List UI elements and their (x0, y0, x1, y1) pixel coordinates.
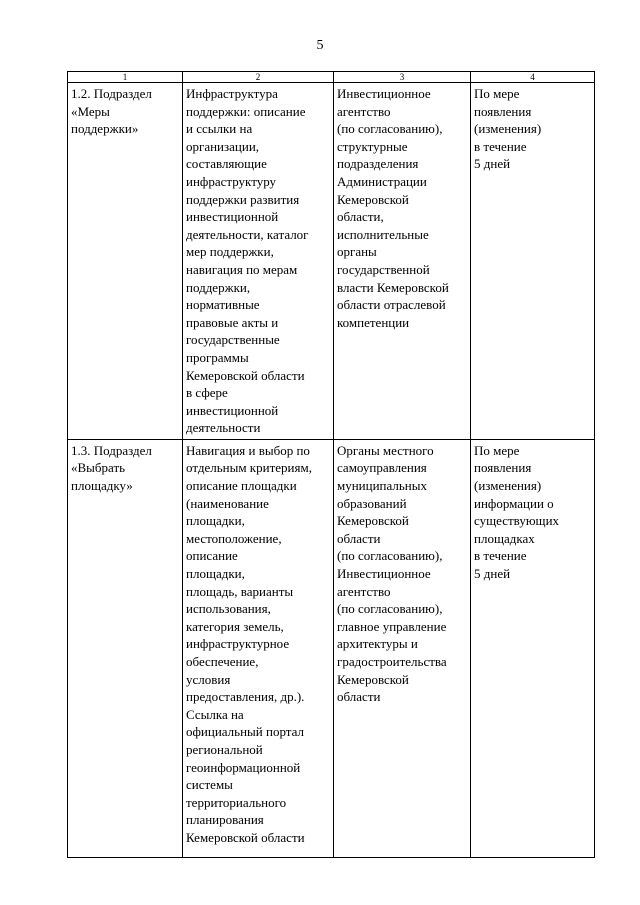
text-line: Навигация и выбор по (186, 442, 310, 458)
text-line: обеспечение, (186, 654, 259, 669)
text-line: государственной (337, 261, 430, 277)
text-line: поддержки развития (186, 191, 300, 207)
text-line: градостроительства (337, 654, 447, 669)
text-line: поддержки: описание (186, 103, 306, 119)
text-line: площадку» (71, 478, 133, 494)
text-line: категория земель, (186, 618, 284, 634)
text-line: в сфере (186, 385, 228, 401)
text-line: описание (186, 548, 238, 564)
column-number-2: 2 (183, 72, 334, 83)
text-line: появления (474, 103, 532, 119)
text-line: Кемеровской области (186, 829, 305, 845)
text-line: Кемеровской (337, 191, 409, 207)
text-line: (по согласованию), (337, 121, 443, 137)
section-cell (68, 439, 183, 857)
text-line: информации о (474, 495, 554, 511)
text-line: Ссылка на (186, 706, 244, 722)
text-line: По мере (474, 442, 520, 458)
text-line: Кемеровской области (186, 367, 305, 383)
text-line: и ссылки на (186, 121, 253, 137)
document-table (67, 71, 595, 858)
text-line: Кемеровской (337, 513, 409, 529)
text-line: описание площадки (186, 478, 297, 494)
responsible-cell (334, 439, 471, 857)
text-line: 5 дней (474, 156, 511, 172)
text-line: 1.2. Подраздел (71, 86, 152, 101)
text-line: навигация по мерам (186, 261, 298, 277)
text-line: власти Кемеровской (337, 279, 449, 295)
text-line: мер поддержки, (186, 244, 274, 260)
text-line: предоставления, др.). (186, 689, 305, 705)
text-line: структурные (337, 138, 408, 154)
text-line: нормативные (186, 297, 260, 313)
text-line: (изменения) (474, 121, 542, 137)
text-line: в течение (474, 548, 527, 564)
text-line: Инвестиционное (337, 86, 431, 101)
text-line: площадках (474, 530, 535, 546)
text-line: инфраструктуру (186, 173, 277, 189)
text-line: По мере (474, 86, 520, 101)
text-line: подразделения (337, 156, 419, 172)
text-line: геоинформационной (186, 759, 301, 775)
page-number: 5 (316, 38, 324, 53)
text-line: области, (337, 209, 384, 225)
responsible-cell (334, 83, 471, 440)
text-line: муниципальных (337, 478, 428, 494)
text-line: территориального (186, 794, 287, 810)
column-number-3: 3 (334, 72, 471, 83)
text-line: инвестиционной (186, 402, 279, 418)
text-line: компетенции (337, 314, 410, 330)
text-line: инвестиционной (186, 209, 279, 225)
text-line: Администрации (337, 173, 427, 189)
text-line: планирования (186, 812, 264, 828)
deadline-cell (471, 83, 595, 440)
text-line: организации, (186, 138, 260, 154)
text-line: площадь, варианты (186, 583, 294, 599)
text-line: самоуправления (337, 460, 427, 476)
text-line: архитектуры и (337, 636, 418, 652)
text-line: официальный портал (186, 724, 304, 740)
table-row (68, 439, 595, 857)
content-cell (183, 83, 334, 440)
text-line: органы (337, 244, 377, 260)
text-line: деятельности (186, 420, 261, 436)
text-line: составляющие (186, 156, 267, 172)
text-line: Инфраструктура (186, 86, 278, 101)
text-line: (по согласованию), (337, 601, 443, 617)
table-row (68, 83, 595, 440)
text-line: использования, (186, 601, 271, 617)
text-line: условия (186, 671, 231, 687)
text-line: появления (474, 460, 532, 476)
text-line: государственные (186, 332, 280, 348)
text-line: (по согласованию), (337, 548, 443, 564)
text-line: Кемеровской (337, 671, 409, 687)
text-line: 5 дней (474, 566, 511, 582)
text-line: деятельности, каталог (186, 226, 309, 242)
column-number-1: 1 (68, 72, 183, 83)
text-line: Органы местного (337, 442, 434, 458)
text-line: отдельным критериям, (186, 460, 312, 476)
text-line: программы (186, 349, 249, 365)
text-line: агентство (337, 583, 391, 599)
text-line: существующих (474, 513, 560, 529)
text-line: инфраструктурное (186, 636, 290, 652)
text-line: области (337, 689, 381, 705)
text-line: 1.3. Подраздел (71, 442, 152, 458)
text-line: (изменения) (474, 478, 542, 494)
text-line: «Выбрать (71, 460, 126, 476)
text-line: главное управление (337, 618, 447, 634)
text-line: образований (337, 495, 407, 511)
column-number-4: 4 (471, 72, 595, 83)
content-cell (183, 439, 334, 857)
text-line: исполнительные (337, 226, 429, 242)
text-line: области (337, 530, 381, 546)
deadline-cell (471, 439, 595, 857)
table-header-row (68, 72, 595, 83)
text-line: (наименование (186, 495, 269, 511)
text-line: системы (186, 777, 233, 793)
section-cell (68, 83, 183, 440)
text-line: региональной (186, 741, 263, 757)
text-line: площадки, (186, 513, 245, 529)
text-line: поддержки, (186, 279, 251, 295)
text-line: поддержки» (71, 121, 139, 137)
text-line: площадки, (186, 566, 245, 582)
text-line: агентство (337, 103, 391, 119)
text-line: «Меры (71, 103, 110, 119)
text-line: местоположение, (186, 530, 282, 546)
text-line: Инвестиционное (337, 566, 431, 582)
text-line: правовые акты и (186, 314, 279, 330)
text-line: области отраслевой (337, 297, 446, 313)
text-line: в течение (474, 138, 527, 154)
